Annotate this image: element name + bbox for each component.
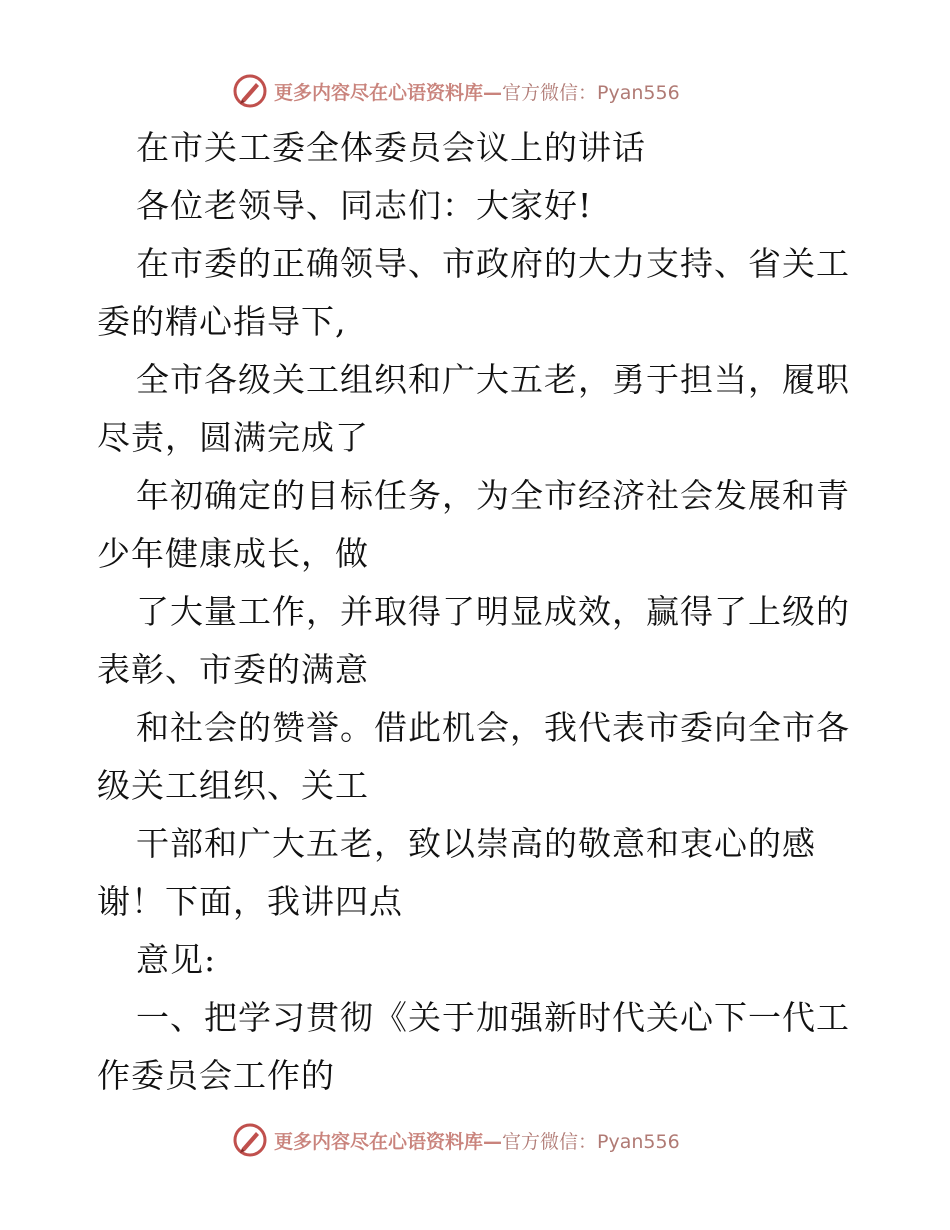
paragraph-line: 了大量工作，并取得了明显成效，赢得了上级的 xyxy=(136,592,850,631)
paragraph-line: 表彰、市委的满意 xyxy=(97,650,369,689)
paragraph-line: 在市委的正确领导、市政府的大力支持、省关工 xyxy=(136,244,850,283)
section-heading-line: 作委员会工作的 xyxy=(97,1056,335,1095)
watermark-text: 更多内容尽在心语资料库—官方微信：Pyan556 xyxy=(274,1130,680,1153)
paragraph-line: 全市各级关工组织和广大五老，勇于担当，履职 xyxy=(136,360,850,399)
watermark-text: 更多内容尽在心语资料库—官方微信：Pyan556 xyxy=(274,81,680,104)
pen-logo-icon xyxy=(232,73,268,109)
document-title: 在市关工委全体委员会议上的讲话 xyxy=(136,128,646,167)
paragraph-line: 干部和广大五老，致以崇高的敬意和衷心的感 xyxy=(136,824,816,863)
paragraph-line: 和社会的赞誉。借此机会，我代表市委向全市各 xyxy=(136,708,850,747)
paragraph-line: 谢！下面，我讲四点 xyxy=(97,882,403,921)
paragraph-line: 年初确定的目标任务，为全市经济社会发展和青 xyxy=(136,476,850,515)
document-body xyxy=(0,119,950,1105)
footer-watermark xyxy=(232,1120,680,1160)
paragraph-line: 委的精心指导下, xyxy=(97,302,347,341)
paragraph-line: 意见: xyxy=(136,940,217,979)
header-watermark xyxy=(232,71,680,111)
salutation: 各位老领导、同志们：大家好! xyxy=(136,186,593,225)
paragraph-line: 尽责，圆满完成了 xyxy=(97,418,369,457)
paragraph-line: 少年健康成长，做 xyxy=(97,534,369,573)
paragraph-line: 级关工组织、关工 xyxy=(97,766,369,805)
pen-logo-icon xyxy=(232,1122,268,1158)
section-heading-line: 一、把学习贯彻《关于加强新时代关心下一代工 xyxy=(136,998,850,1037)
